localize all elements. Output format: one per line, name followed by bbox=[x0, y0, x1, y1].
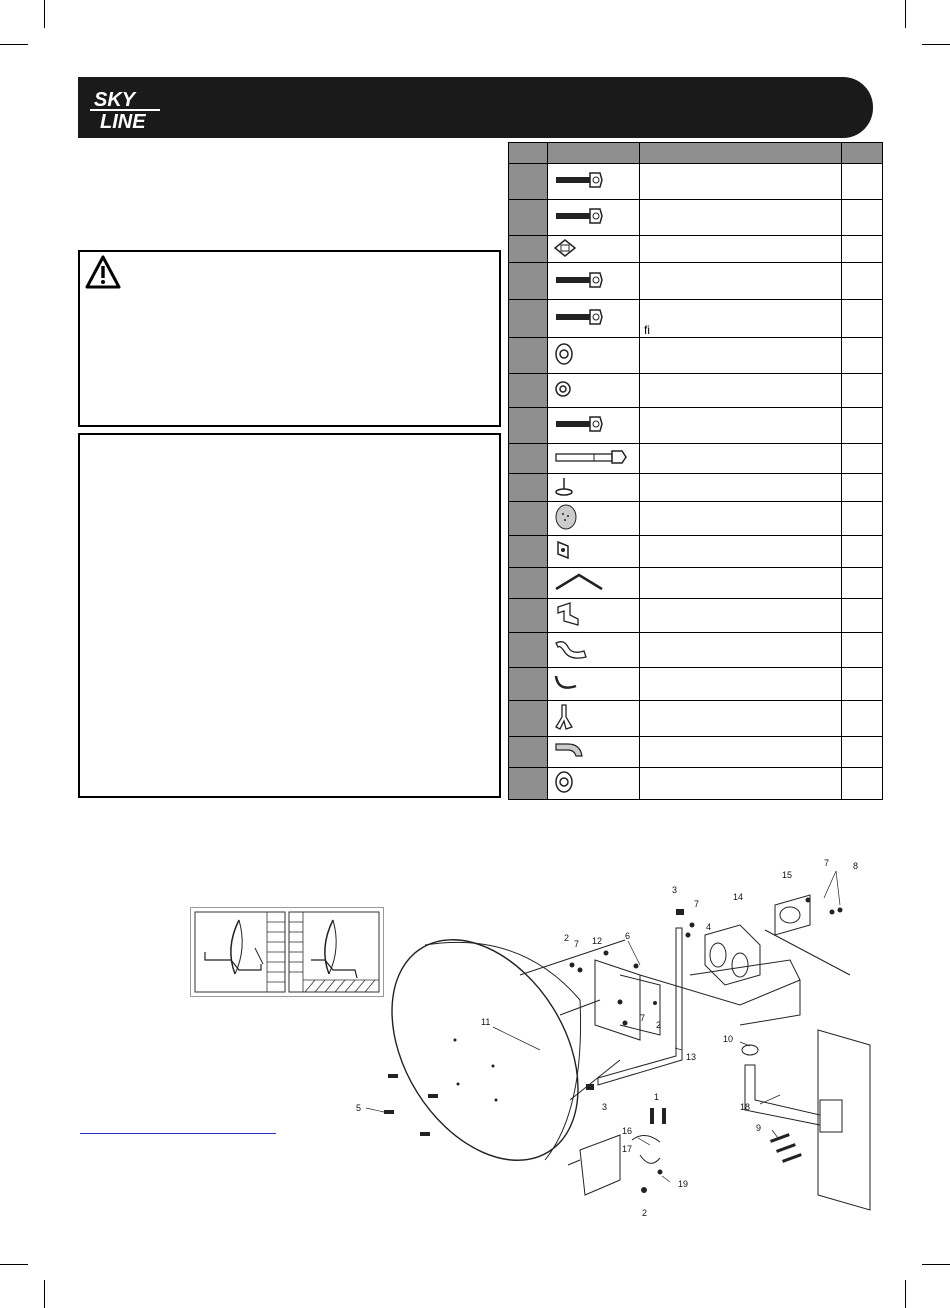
part-quantity-cell bbox=[842, 263, 883, 300]
callout-19: 19 bbox=[678, 1179, 689, 1189]
part-quantity-cell bbox=[842, 700, 883, 736]
table-row bbox=[509, 767, 883, 799]
part-quantity-cell bbox=[842, 736, 883, 767]
v-arm-icon bbox=[554, 584, 604, 596]
parts-table bbox=[508, 142, 883, 800]
part-number-cell bbox=[509, 164, 548, 200]
callout-7: 7 bbox=[640, 1013, 646, 1023]
part-description-cell bbox=[640, 568, 842, 599]
part-quantity-cell bbox=[842, 236, 883, 263]
part-quantity-cell bbox=[842, 633, 883, 668]
part-description-cell bbox=[640, 633, 842, 668]
part-image-cell bbox=[548, 236, 640, 263]
part-image-cell bbox=[548, 633, 640, 668]
crop-mark bbox=[905, 1280, 906, 1308]
callout-6: 6 bbox=[625, 931, 631, 941]
square-nut-icon bbox=[554, 248, 576, 260]
table-header bbox=[509, 143, 883, 164]
part-number-cell bbox=[509, 568, 548, 599]
part-image-cell bbox=[548, 443, 640, 473]
brand-logo bbox=[86, 86, 166, 132]
part-number-cell bbox=[509, 300, 548, 337]
part-image-cell bbox=[548, 164, 640, 200]
part-number-cell bbox=[509, 668, 548, 700]
dish-reflector bbox=[355, 906, 616, 1194]
hex-nut-icon bbox=[554, 356, 574, 368]
callout-3: 3 bbox=[672, 885, 678, 895]
part-image-cell bbox=[548, 668, 640, 700]
dish-plate-icon bbox=[554, 521, 578, 533]
part-image-cell bbox=[548, 502, 640, 536]
header-cell bbox=[548, 143, 640, 164]
part-description-cell bbox=[640, 473, 842, 501]
callout-15: 15 bbox=[782, 870, 793, 880]
part-description-cell bbox=[640, 700, 842, 736]
table-row bbox=[509, 473, 883, 501]
callout-9: 9 bbox=[756, 1123, 762, 1133]
callout-10: 10 bbox=[723, 1034, 734, 1044]
part-number-cell bbox=[509, 407, 548, 443]
table-row bbox=[509, 164, 883, 200]
table-row bbox=[509, 263, 883, 300]
table-row bbox=[509, 337, 883, 373]
crop-mark bbox=[44, 1280, 45, 1308]
part-image-cell bbox=[548, 337, 640, 373]
header-cell bbox=[509, 143, 548, 164]
warning-icon bbox=[84, 254, 122, 290]
bolt-icon bbox=[554, 216, 604, 228]
part-number-cell bbox=[509, 767, 548, 799]
part-number-cell bbox=[509, 700, 548, 736]
part-description-cell bbox=[640, 767, 842, 799]
part-image-cell bbox=[548, 599, 640, 633]
table-row bbox=[509, 736, 883, 767]
header-cell bbox=[842, 143, 883, 164]
callout-16: 16 bbox=[622, 1126, 633, 1136]
part-description-cell bbox=[640, 536, 842, 568]
callout-7: 7 bbox=[824, 858, 830, 868]
table-row bbox=[509, 568, 883, 599]
bolt-icon bbox=[554, 317, 604, 329]
part-description-cell bbox=[640, 236, 842, 263]
callout-2: 2 bbox=[564, 933, 570, 943]
part-description-cell bbox=[640, 407, 842, 443]
part-quantity-cell bbox=[842, 407, 883, 443]
notes-box bbox=[78, 433, 501, 798]
part-quantity-cell bbox=[842, 443, 883, 473]
part-description-cell bbox=[640, 373, 842, 407]
table-row bbox=[509, 236, 883, 263]
callout-7: 7 bbox=[694, 899, 700, 909]
part-image-cell bbox=[548, 536, 640, 568]
callout-18: 18 bbox=[740, 1102, 751, 1112]
crop-mark bbox=[0, 1264, 28, 1265]
table-row bbox=[509, 599, 883, 633]
callout-7: 7 bbox=[574, 939, 580, 949]
callout-12: 12 bbox=[592, 936, 603, 946]
part-number-cell bbox=[509, 536, 548, 568]
logo-line2: LINE bbox=[100, 111, 146, 132]
table-row bbox=[509, 300, 883, 337]
part-description-cell bbox=[640, 200, 842, 236]
table-row bbox=[509, 443, 883, 473]
part-quantity-cell bbox=[842, 300, 883, 337]
part-quantity-cell bbox=[842, 668, 883, 700]
table-row bbox=[509, 700, 883, 736]
lnb-holder-icon bbox=[554, 722, 574, 734]
part-number-cell bbox=[509, 373, 548, 407]
mount-bracket-icon bbox=[554, 618, 580, 630]
clamp-icon bbox=[554, 652, 588, 664]
part-number-cell bbox=[509, 200, 548, 236]
table-row bbox=[509, 200, 883, 236]
part-description-cell bbox=[640, 668, 842, 700]
callout-17: 17 bbox=[622, 1144, 633, 1154]
callout-2: 2 bbox=[642, 1208, 648, 1218]
part-number-cell bbox=[509, 443, 548, 473]
table-row bbox=[509, 407, 883, 443]
warning-box bbox=[78, 250, 501, 427]
anchor-bolt-icon bbox=[554, 456, 628, 468]
table-row bbox=[509, 633, 883, 668]
part-number-cell bbox=[509, 599, 548, 633]
part-number-cell bbox=[509, 337, 548, 373]
bolt-icon bbox=[554, 180, 604, 192]
part-description-cell bbox=[640, 443, 842, 473]
crop-mark bbox=[0, 44, 28, 45]
part-image-cell bbox=[548, 373, 640, 407]
part-quantity-cell bbox=[842, 473, 883, 501]
bolt-icon bbox=[554, 280, 604, 292]
part-description-cell bbox=[640, 164, 842, 200]
part-number-cell bbox=[509, 736, 548, 767]
callout-5: 5 bbox=[356, 1103, 362, 1113]
part-quantity-cell bbox=[842, 599, 883, 633]
crop-mark bbox=[922, 1264, 950, 1265]
part-description-cell bbox=[640, 502, 842, 536]
part-image-cell bbox=[548, 700, 640, 736]
part-description-cell bbox=[640, 337, 842, 373]
part-quantity-cell bbox=[842, 767, 883, 799]
part-number-cell bbox=[509, 236, 548, 263]
part-quantity-cell bbox=[842, 568, 883, 599]
header-cell bbox=[640, 143, 842, 164]
part-quantity-cell bbox=[842, 337, 883, 373]
part-image-cell bbox=[548, 300, 640, 337]
part-quantity-cell bbox=[842, 536, 883, 568]
crop-mark bbox=[922, 44, 950, 45]
part-number-cell bbox=[509, 502, 548, 536]
part-quantity-cell bbox=[842, 502, 883, 536]
part-description-cell bbox=[640, 736, 842, 767]
callout-4: 4 bbox=[706, 922, 712, 932]
callout-11: 11 bbox=[481, 1017, 491, 1027]
part-description-cell bbox=[640, 263, 842, 300]
part-image-cell bbox=[548, 473, 640, 501]
cap-icon bbox=[554, 487, 574, 499]
part-number-cell bbox=[509, 473, 548, 501]
table-row bbox=[509, 668, 883, 700]
table-row bbox=[509, 502, 883, 536]
callout-2: 2 bbox=[656, 1020, 662, 1030]
hex-nut-icon bbox=[554, 784, 574, 796]
part-number-cell bbox=[509, 263, 548, 300]
part-image-cell bbox=[548, 407, 640, 443]
callout-14: 14 bbox=[733, 892, 744, 902]
part-image-cell bbox=[548, 568, 640, 599]
part-image-cell bbox=[548, 736, 640, 767]
logo-line1: SKY bbox=[94, 89, 136, 111]
part-quantity-cell bbox=[842, 373, 883, 407]
part-image-cell bbox=[548, 263, 640, 300]
crop-mark bbox=[905, 0, 906, 28]
callout-13: 13 bbox=[686, 1052, 697, 1062]
part-quantity-cell bbox=[842, 200, 883, 236]
part-description-cell bbox=[640, 599, 842, 633]
exploded-assembly-diagram bbox=[355, 855, 875, 1225]
callout-3: 3 bbox=[602, 1102, 608, 1112]
washer-icon bbox=[554, 389, 572, 401]
crop-mark bbox=[44, 0, 45, 28]
table-row bbox=[509, 373, 883, 407]
bolt-icon bbox=[554, 424, 604, 436]
part-quantity-cell bbox=[842, 164, 883, 200]
u-clamp-icon bbox=[554, 685, 580, 697]
part-number-cell bbox=[509, 633, 548, 668]
part-description-cell: ﬁ bbox=[640, 300, 842, 337]
part-image-cell bbox=[548, 200, 640, 236]
table-row bbox=[509, 536, 883, 568]
callout-1: 1 bbox=[654, 1092, 660, 1102]
header-banner bbox=[78, 77, 873, 138]
bracket-icon bbox=[554, 553, 574, 565]
part-image-cell bbox=[548, 767, 640, 799]
elbow-pipe-icon bbox=[554, 751, 586, 763]
callout-8: 8 bbox=[853, 861, 859, 871]
link-underline[interactable] bbox=[80, 1133, 276, 1134]
